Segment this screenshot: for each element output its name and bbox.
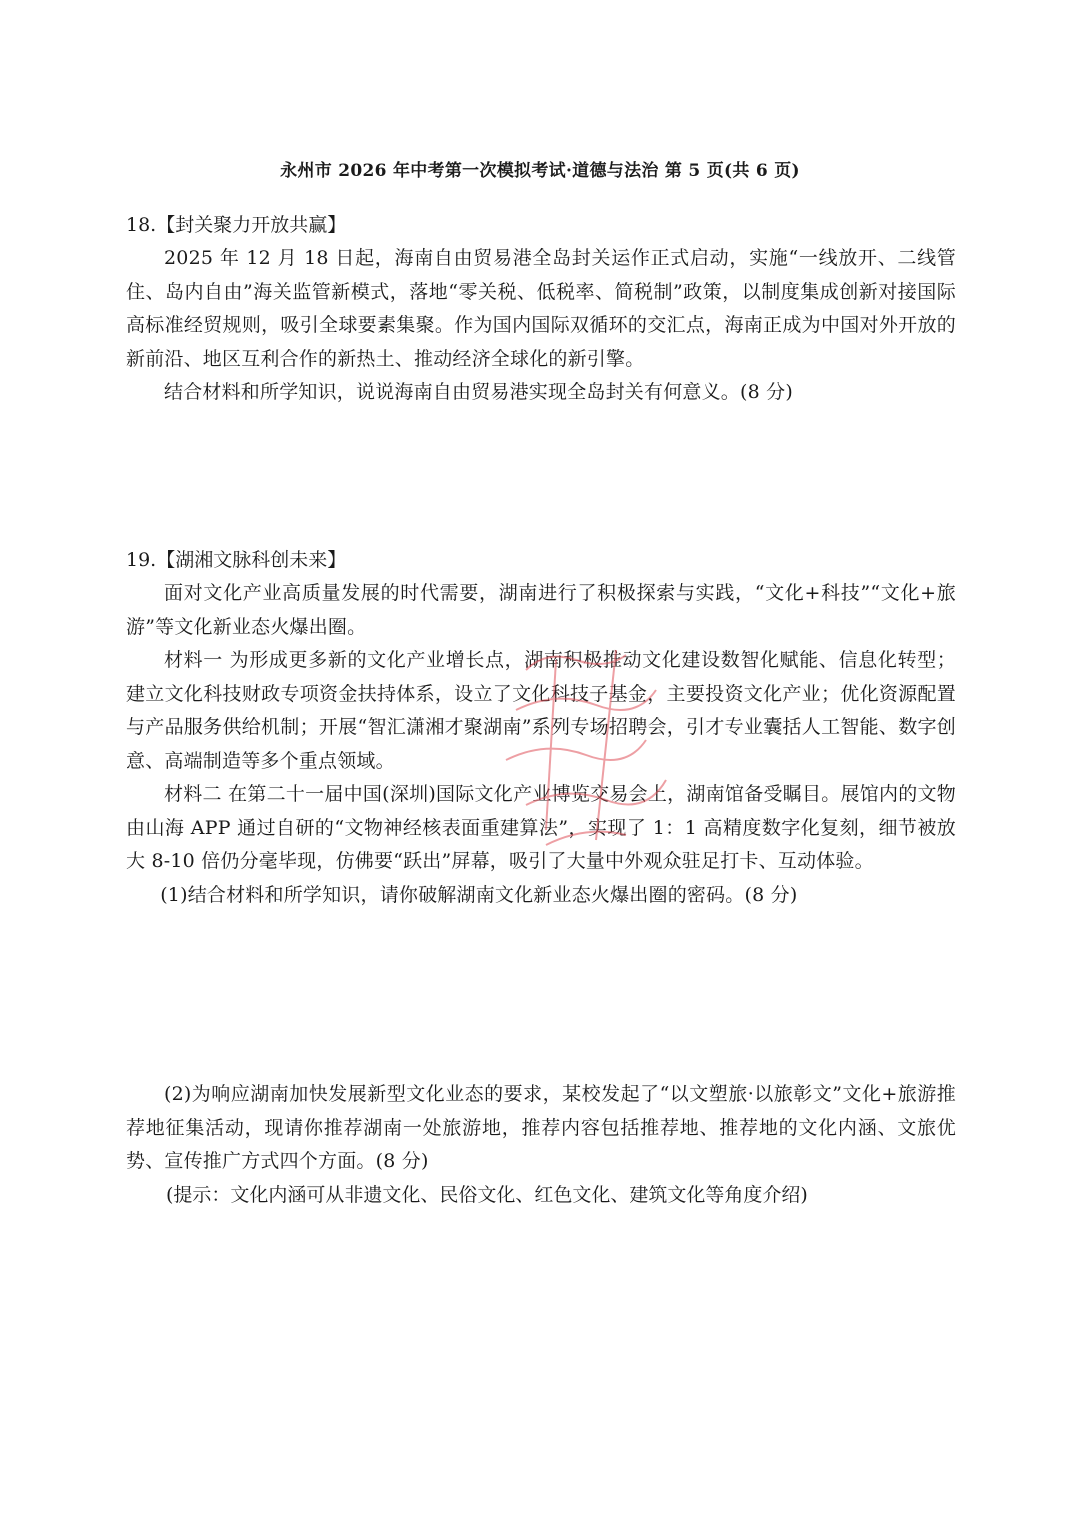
question-19-material-2: 材料二 在第二十一届中国(深圳)国际文化产业博览交易会上，湖南馆备受瞩目。展馆内的文物由山海 APP 通过自研的“文物神经核表面重建算法”，实现了 1：1 高精度数字化复刻，细节被放大 8-10 倍仍分毫毕现，仿佛要“跃出”屏幕，吸引了大量中外观众驻足打卡、互动体验。 — [126, 783, 956, 872]
page-header: 永州市 2026 年中考第一次模拟考试·道德与法治 第 5 页(共 6 页) — [280, 161, 800, 181]
question-19 — [126, 543, 956, 912]
question-19-part-2 — [126, 1078, 956, 1212]
question-19-sub-1: (1)结合材料和所学知识，请你破解湖南文化新业态火爆出圈的密码。(8 分) — [160, 883, 798, 906]
question-18-material: 2025 年 12 月 18 日起，海南自由贸易港全岛封关运作正式启动，实施“一线放开、二线管住、岛内自由”海关监管新模式，落地“零关税、低税率、简税制”政策，以制度集成创新对接国际高标准经贸规则，吸引全球要素集聚。作为国内国际双循环的交汇点，海南正成为中国对外开放的新前沿、地区互利合作的新热土、推动经济全球化的新引擎。 — [126, 247, 956, 370]
question-19-material-1: 材料一 为形成更多新的文化产业增长点，湖南积极推动文化建设数智化赋能、信息化转型；建立文化科技财政专项资金扶持体系，设立了文化科技子基金，主要投资文化产业；优化资源配置与产品服务供给机制；开展“智汇潇湘才聚湖南”系列专场招聘会，引才专业囊括人工智能、数字创意、高端制造等多个重点领域。 — [126, 649, 956, 772]
question-19-sub-2: (2)为响应湖南加快发展新型文化业态的要求，某校发起了“以文塑旅·以旅彰文”文化+旅游推荐地征集活动，现请你推荐湖南一处旅游地，推荐内容包括推荐地、推荐地的文化内涵、文旅优势、宣传推广方式四个方面。(8 分) — [126, 1083, 956, 1172]
question-18-prompt: 结合材料和所学知识，说说海南自由贸易港实现全岛封关有何意义。(8 分) — [164, 381, 793, 403]
question-19-title: 19.【湖湘文脉科创未来】 — [126, 549, 347, 571]
question-18-title: 18.【封关聚力开放共赢】 — [126, 214, 347, 236]
question-19-hint: (提示：文化内涵可从非遗文化、民俗文化、红色文化、建筑文化等角度介绍) — [166, 1183, 808, 1206]
question-19-intro: 面对文化产业高质量发展的时代需要，湖南进行了积极探索与实践，“文化+科技”“文化+旅游”等文化新业态火爆出圈。 — [126, 582, 956, 638]
question-18 — [126, 208, 956, 410]
